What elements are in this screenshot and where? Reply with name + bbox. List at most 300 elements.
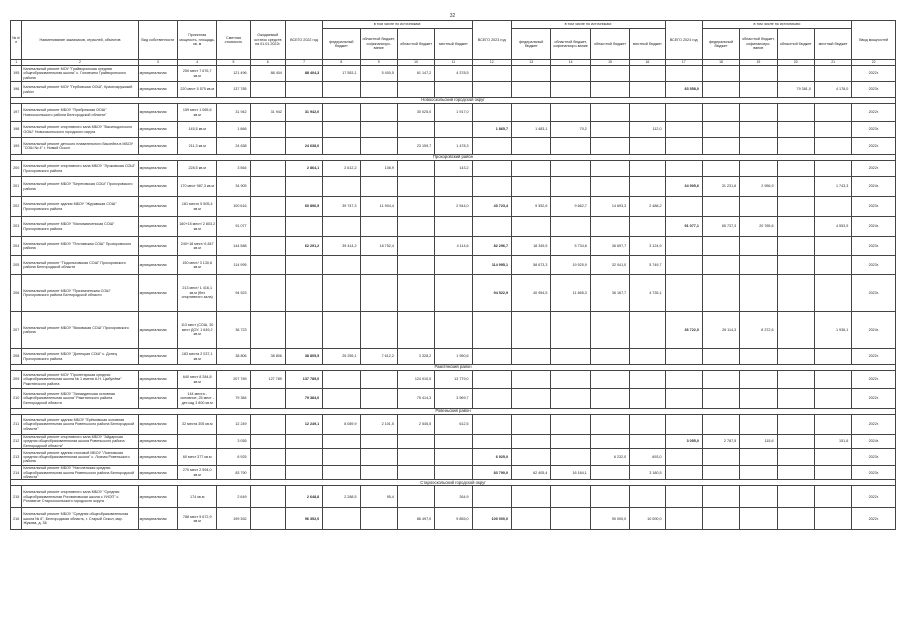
value-cell: 62 405,4: [512, 466, 551, 480]
value-cell: 108,9: [360, 161, 397, 177]
remaining-funds: [250, 256, 285, 275]
value-cell: [740, 415, 777, 435]
colnum: 8: [323, 60, 360, 66]
section-title: Прохоровский район: [11, 155, 896, 161]
commission-year: 2022г.: [852, 486, 896, 508]
capacity: 113 мест (СОШ, 30 мест ДОУ, 1 649,2 кв.м: [178, 312, 217, 349]
value-cell: [551, 349, 590, 365]
value-cell: [814, 237, 851, 256]
value-cell: [512, 177, 551, 197]
value-cell: [814, 66, 851, 82]
commission-year: 2024г.: [852, 217, 896, 237]
table-row: [11, 104, 896, 122]
value-cell: [435, 275, 472, 312]
value-cell: [323, 177, 360, 197]
value-cell: 26 114,3: [702, 312, 739, 349]
value-cell: [665, 275, 702, 312]
remaining-funds: 31 942: [250, 104, 285, 122]
value-cell: [512, 389, 551, 409]
commission-year: 2022г.: [852, 349, 896, 365]
value-cell: [777, 256, 814, 275]
value-cell: 3 055,0: [665, 435, 702, 449]
row-number: 203: [11, 217, 22, 237]
object-name: Капитальный ремонт детского плавательного бассейна в МБОУ "СОШ № 4" г. Новый Оскол: [22, 138, 138, 155]
value-cell: [551, 138, 590, 155]
value-cell: 2 956,9: [740, 177, 777, 197]
value-cell: [397, 161, 434, 177]
value-cell: [472, 177, 511, 197]
commission-year: 2024г.: [852, 435, 896, 449]
value-cell: [665, 122, 702, 138]
value-cell: [435, 122, 472, 138]
remaining-funds: [250, 466, 285, 480]
value-cell: [512, 138, 551, 155]
row-number: 202: [11, 197, 22, 217]
value-cell: [323, 122, 360, 138]
row-number: 207: [11, 312, 22, 349]
value-cell: [472, 486, 511, 508]
value-cell: 100 000,0: [472, 508, 511, 530]
value-cell: 2 544,0: [435, 197, 472, 217]
value-cell: [777, 66, 814, 82]
row-number: 212: [11, 435, 22, 449]
value-cell: 114 995,1: [472, 256, 511, 275]
capacity: 160+15 мест/ 2 803,2 кв.м: [178, 217, 217, 237]
commission-year: 2023г.: [852, 122, 896, 138]
col-sources-2023: в том числе по источникам:: [512, 21, 666, 29]
value-cell: [285, 256, 322, 275]
commission-year: 2022г.: [852, 104, 896, 122]
object-name: Капитальный ремонт МБОУ "Наголенская средняя общеобразовательная школа Ровеньского района Белгородской области": [22, 466, 138, 480]
remaining-funds: [250, 177, 285, 197]
value-cell: 23 159,7: [397, 138, 434, 155]
value-cell: 70,2: [551, 122, 590, 138]
col-local-2023: местный бюджет: [630, 29, 665, 60]
value-cell: [740, 104, 777, 122]
row-number: 195: [11, 66, 22, 82]
col-federal-2024: федеральный бюджет: [702, 29, 739, 60]
value-cell: [360, 82, 397, 98]
table-row: [11, 466, 896, 480]
value-cell: 36 722,0: [665, 312, 702, 349]
value-cell: 83 558,0: [665, 82, 702, 98]
value-cell: [777, 486, 814, 508]
commission-year: 2022г.: [852, 508, 896, 530]
col-local-2024: местный бюджет: [814, 29, 851, 60]
colnum: 11: [435, 60, 472, 66]
value-cell: [740, 237, 777, 256]
commission-year: 2022г.: [852, 161, 896, 177]
value-cell: 6 232,0: [590, 449, 629, 466]
value-cell: [512, 508, 551, 530]
value-cell: [435, 312, 472, 349]
value-cell: 61 147,2: [397, 66, 434, 82]
value-cell: 9 352,6: [512, 197, 551, 217]
object-name: Капитальный ремонт "Подольховская СОШ" Прохоровского района Белгородской области: [22, 256, 138, 275]
value-cell: [435, 177, 472, 197]
value-cell: [814, 466, 851, 480]
value-cell: [551, 508, 590, 530]
value-cell: [360, 435, 397, 449]
value-cell: [397, 237, 434, 256]
value-cell: [360, 104, 397, 122]
value-cell: 8 089,9: [323, 415, 360, 435]
value-cell: [397, 449, 434, 466]
remaining-funds: [250, 415, 285, 435]
col-regcofin-2023: областной бюджет, софинансиро-вание: [551, 29, 590, 60]
ownership-type: муниципальная: [138, 237, 177, 256]
value-cell: 264,9: [435, 486, 472, 508]
value-cell: 4 178,0: [814, 82, 851, 98]
col-sources-2024: в том числе по источникам:: [702, 21, 851, 29]
value-cell: [472, 217, 511, 237]
capacity: 240+18 мест/ 6 847 кв.м: [178, 237, 217, 256]
value-cell: [665, 138, 702, 155]
value-cell: [702, 486, 739, 508]
value-cell: 32 041,0: [590, 256, 629, 275]
object-name: Капитальный ремонт МБОУ "Средняя общеобразовательная школа № 6", Белгородская область, г. Старый Оскол, мкр. Жукова, д. 36: [22, 508, 138, 530]
header-row-top: [11, 21, 896, 29]
value-cell: [740, 82, 777, 98]
value-cell: 1 743,3: [814, 177, 851, 197]
colnum: 7: [285, 60, 322, 66]
value-cell: [702, 161, 739, 177]
capacity: 788 мест 5 672,9 кв.м: [178, 508, 217, 530]
value-cell: [285, 449, 322, 466]
value-cell: [702, 275, 739, 312]
value-cell: 18 349,5: [512, 237, 551, 256]
commission-year: 2022г.: [852, 389, 896, 409]
value-cell: 3 180,5: [630, 466, 665, 480]
estimated-cost: 36 723: [217, 312, 250, 349]
page-number: 32: [449, 13, 456, 19]
object-name: Капитальный ремонт спортивного зала МБОУ "Айдарская средняя общеобразовательная школа Ровеньского района Белгородской области": [22, 435, 138, 449]
value-cell: [323, 275, 360, 312]
value-cell: [665, 349, 702, 365]
value-cell: [360, 256, 397, 275]
value-cell: [551, 389, 590, 409]
value-cell: 25 255,1: [323, 349, 360, 365]
capacity: 250 мест 7 676,7 кв.м: [178, 66, 217, 82]
value-cell: [665, 256, 702, 275]
table-row: [11, 486, 896, 508]
capacity: 145,5 кв.м: [178, 122, 217, 138]
value-cell: 5 749,7: [630, 256, 665, 275]
row-number: 209: [11, 371, 22, 389]
row-number: 198: [11, 122, 22, 138]
commission-year: 2023г.: [852, 449, 896, 466]
object-name: Капитальный ремонт здания МБОУ "Журавская СОШ" Прохоровского района: [22, 197, 138, 217]
value-cell: [630, 138, 665, 155]
row-number: 199: [11, 138, 22, 155]
value-cell: [740, 389, 777, 409]
value-cell: 82 296,7: [472, 237, 511, 256]
value-cell: [630, 371, 665, 389]
value-cell: [590, 435, 629, 449]
estimated-cost: 100 616: [217, 197, 250, 217]
value-cell: 39 414,2: [323, 237, 360, 256]
value-cell: [777, 349, 814, 365]
section-title: Ракитянский район: [11, 365, 896, 371]
capacity: 181 место 5 505,4 кв.м: [178, 197, 217, 217]
value-cell: [360, 122, 397, 138]
section-title: Новооскольский городской округ: [11, 98, 896, 104]
value-cell: [665, 161, 702, 177]
value-cell: [512, 217, 551, 237]
row-number: 211: [11, 415, 22, 435]
ownership-type: муниципальная: [138, 256, 177, 275]
col-regcofin-2022: областной бюджет, софинансиро-вание: [360, 29, 397, 60]
value-cell: 2 488,2: [630, 197, 665, 217]
value-cell: [702, 122, 739, 138]
commission-year: 2022г.: [852, 138, 896, 155]
value-cell: [323, 508, 360, 530]
object-name: Капитальный ремонт МБОУ "Призначенская СОШ" Прохоровского района Белгородской области: [22, 275, 138, 312]
value-cell: [551, 435, 590, 449]
value-cell: [397, 217, 434, 237]
value-cell: [665, 371, 702, 389]
table-row: [11, 256, 896, 275]
object-name: Капитальный ремонт МОУ "Пролетарская средняя общеобразовательная школа № 1 имени А.Н. Цыбулёва" Ракитянского района: [22, 371, 138, 389]
ownership-type: муниципальная: [138, 217, 177, 237]
value-cell: [590, 371, 629, 389]
ownership-type: муниципальная: [138, 449, 177, 466]
value-cell: [702, 82, 739, 98]
value-cell: 16 184,1: [551, 466, 590, 480]
row-number: 204: [11, 237, 22, 256]
ownership-type: муниципальная: [138, 371, 177, 389]
row-number: 206: [11, 275, 22, 312]
value-cell: 39 747,3: [323, 197, 360, 217]
value-cell: 79 381,0: [777, 82, 814, 98]
ownership-type: муниципальная: [138, 197, 177, 217]
value-cell: [777, 104, 814, 122]
capacity: 170 мест 987,3 кв.м: [178, 177, 217, 197]
estimated-cost: 3 055: [217, 435, 250, 449]
value-cell: [285, 435, 322, 449]
ownership-type: муниципальная: [138, 104, 177, 122]
value-cell: [551, 415, 590, 435]
value-cell: [360, 312, 397, 349]
value-cell: [740, 275, 777, 312]
value-cell: 1 917,0: [435, 104, 472, 122]
value-cell: [472, 389, 511, 409]
value-cell: [285, 82, 322, 98]
remaining-funds: [250, 389, 285, 409]
value-cell: [512, 449, 551, 466]
value-cell: 14 693,3: [590, 197, 629, 217]
value-cell: [360, 508, 397, 530]
object-name: Капитальный ремонт здания МБОУ "Ерёмовская основная общеобразовательная школа Ровеньского района Белгородской области": [22, 415, 138, 435]
value-cell: [814, 349, 851, 365]
value-cell: 4 735,1: [630, 275, 665, 312]
estimated-cost: 3 564: [217, 161, 250, 177]
remaining-funds: [250, 508, 285, 530]
ownership-type: муниципальная: [138, 122, 177, 138]
ownership-type: муниципальная: [138, 177, 177, 197]
remaining-funds: [250, 486, 285, 508]
row-number: 215: [11, 486, 22, 508]
commission-year: 2023г.: [852, 275, 896, 312]
table-row: [11, 449, 896, 466]
colnum: 15: [590, 60, 629, 66]
value-cell: [472, 415, 511, 435]
value-cell: [360, 371, 397, 389]
commission-year: 2022г.: [852, 371, 896, 389]
value-cell: [814, 197, 851, 217]
value-cell: [740, 349, 777, 365]
value-cell: [472, 312, 511, 349]
value-cell: [512, 415, 551, 435]
ownership-type: муниципальная: [138, 82, 177, 98]
capacity: 220 мест 5 575 кв.м: [178, 82, 217, 98]
value-cell: 90 000,0: [590, 508, 629, 530]
value-cell: [702, 256, 739, 275]
value-cell: 3 328,2: [397, 349, 434, 365]
row-number: 205: [11, 256, 22, 275]
colnum: 21: [814, 60, 851, 66]
remaining-funds: [250, 161, 285, 177]
row-number: 213: [11, 449, 22, 466]
value-cell: 137 789,0: [285, 371, 322, 389]
object-name: Капитальный ремонт МБОУ "Прибрежная ООШ" Новооскольского района Белгородской области": [22, 104, 138, 122]
value-cell: 115,6: [740, 435, 777, 449]
value-cell: [814, 138, 851, 155]
row-number: 200: [11, 161, 22, 177]
value-cell: [397, 466, 434, 480]
value-cell: [740, 371, 777, 389]
value-cell: 2 288,5: [323, 486, 360, 508]
remaining-funds: 38 806: [250, 349, 285, 365]
estimated-cost: 24 638: [217, 138, 250, 155]
value-cell: [472, 435, 511, 449]
value-cell: [702, 66, 739, 82]
estimated-cost: 121 496: [217, 66, 250, 82]
ownership-type: муниципальная: [138, 415, 177, 435]
value-cell: [630, 217, 665, 237]
remaining-funds: [250, 138, 285, 155]
value-cell: [814, 449, 851, 466]
value-cell: [814, 508, 851, 530]
value-cell: [551, 486, 590, 508]
value-cell: [777, 312, 814, 349]
value-cell: [630, 82, 665, 98]
value-cell: [512, 66, 551, 82]
table-row: [11, 275, 896, 312]
value-cell: [323, 256, 360, 275]
estimated-cost: 207 789: [217, 371, 250, 389]
value-cell: 2 101,5: [360, 415, 397, 435]
col-regional-2023: областной бюджет: [590, 29, 629, 60]
value-cell: [814, 161, 851, 177]
object-name: Капитальный ремонт спортивного зала МБОУ "Васильдолского ООШ" Новооскольского городского округа: [22, 122, 138, 138]
colnum: 4: [178, 60, 217, 66]
value-cell: [472, 138, 511, 155]
value-cell: [740, 466, 777, 480]
table-row: [11, 371, 896, 389]
value-cell: [472, 104, 511, 122]
value-cell: [740, 508, 777, 530]
value-cell: [740, 138, 777, 155]
col-local-2022: местный бюджет: [435, 29, 472, 60]
value-cell: 124 010,0: [397, 371, 434, 389]
col-remaining: Ожидаемый остаток средств на 01.01.2022г.: [250, 21, 285, 60]
object-name: Капитальный ремонт МБОУ "Плотавская СОШ" Прохоровского района: [22, 237, 138, 256]
ownership-type: муниципальная: [138, 435, 177, 449]
remaining-funds: [250, 122, 285, 138]
row-number: 196: [11, 82, 22, 98]
value-cell: [665, 197, 702, 217]
commission-year: 2022г.: [852, 66, 896, 82]
capacity: 183 места 2 037,1 кв.м: [178, 349, 217, 365]
value-cell: 5 400,5: [360, 66, 397, 82]
value-cell: [740, 161, 777, 177]
table-row: [11, 237, 896, 256]
value-cell: [702, 415, 739, 435]
ownership-type: муниципальная: [138, 161, 177, 177]
value-cell: [777, 449, 814, 466]
commission-year: 2023г.: [852, 256, 896, 275]
value-cell: [551, 104, 590, 122]
value-cell: [323, 104, 360, 122]
value-cell: [590, 466, 629, 480]
remaining-funds: [250, 197, 285, 217]
object-name: Капитальный ремонт спортивного зала МБОУ "Средняя общеобразовательная Роговатовская школа с УИОП" с. Роговатое Старооскольского городского округа: [22, 486, 138, 508]
value-cell: [630, 415, 665, 435]
value-cell: [472, 161, 511, 177]
value-cell: 36 697,7: [590, 237, 629, 256]
value-cell: [551, 161, 590, 177]
value-cell: [551, 217, 590, 237]
value-cell: [590, 486, 629, 508]
value-cell: [551, 82, 590, 98]
table-row: [11, 82, 896, 98]
value-cell: [777, 415, 814, 435]
col-capacity: Проектная мощность, площадь, кв. м: [178, 21, 217, 60]
value-cell: [630, 104, 665, 122]
value-cell: [360, 389, 397, 409]
value-cell: [777, 177, 814, 197]
remaining-funds: [250, 82, 285, 98]
object-name: Капитальный ремонт МБОУ "Маломаяченская СОШ" Прохоровского района: [22, 217, 138, 237]
value-cell: [665, 466, 702, 480]
value-cell: [472, 82, 511, 98]
value-cell: [702, 349, 739, 365]
value-cell: [285, 177, 322, 197]
value-cell: [323, 138, 360, 155]
value-cell: [360, 449, 397, 466]
value-cell: [702, 449, 739, 466]
ownership-type: муниципальная: [138, 312, 177, 349]
commission-year: 2023г.: [852, 197, 896, 217]
value-cell: 38 805,5: [285, 349, 322, 365]
value-cell: [590, 389, 629, 409]
table-body: [11, 66, 896, 530]
row-number: 216: [11, 508, 22, 530]
value-cell: 75 414,3: [397, 389, 434, 409]
value-cell: [814, 256, 851, 275]
value-cell: [777, 508, 814, 530]
colnum: 3: [138, 60, 177, 66]
value-cell: [590, 82, 629, 98]
value-cell: [285, 122, 322, 138]
value-cell: [814, 275, 851, 312]
col-ownership: Вид собственности: [138, 21, 177, 60]
remaining-funds: [250, 237, 285, 256]
capacity: 60 мест 377 кв.м: [178, 449, 217, 466]
estimated-cost: 83 790: [217, 466, 250, 480]
value-cell: [512, 161, 551, 177]
